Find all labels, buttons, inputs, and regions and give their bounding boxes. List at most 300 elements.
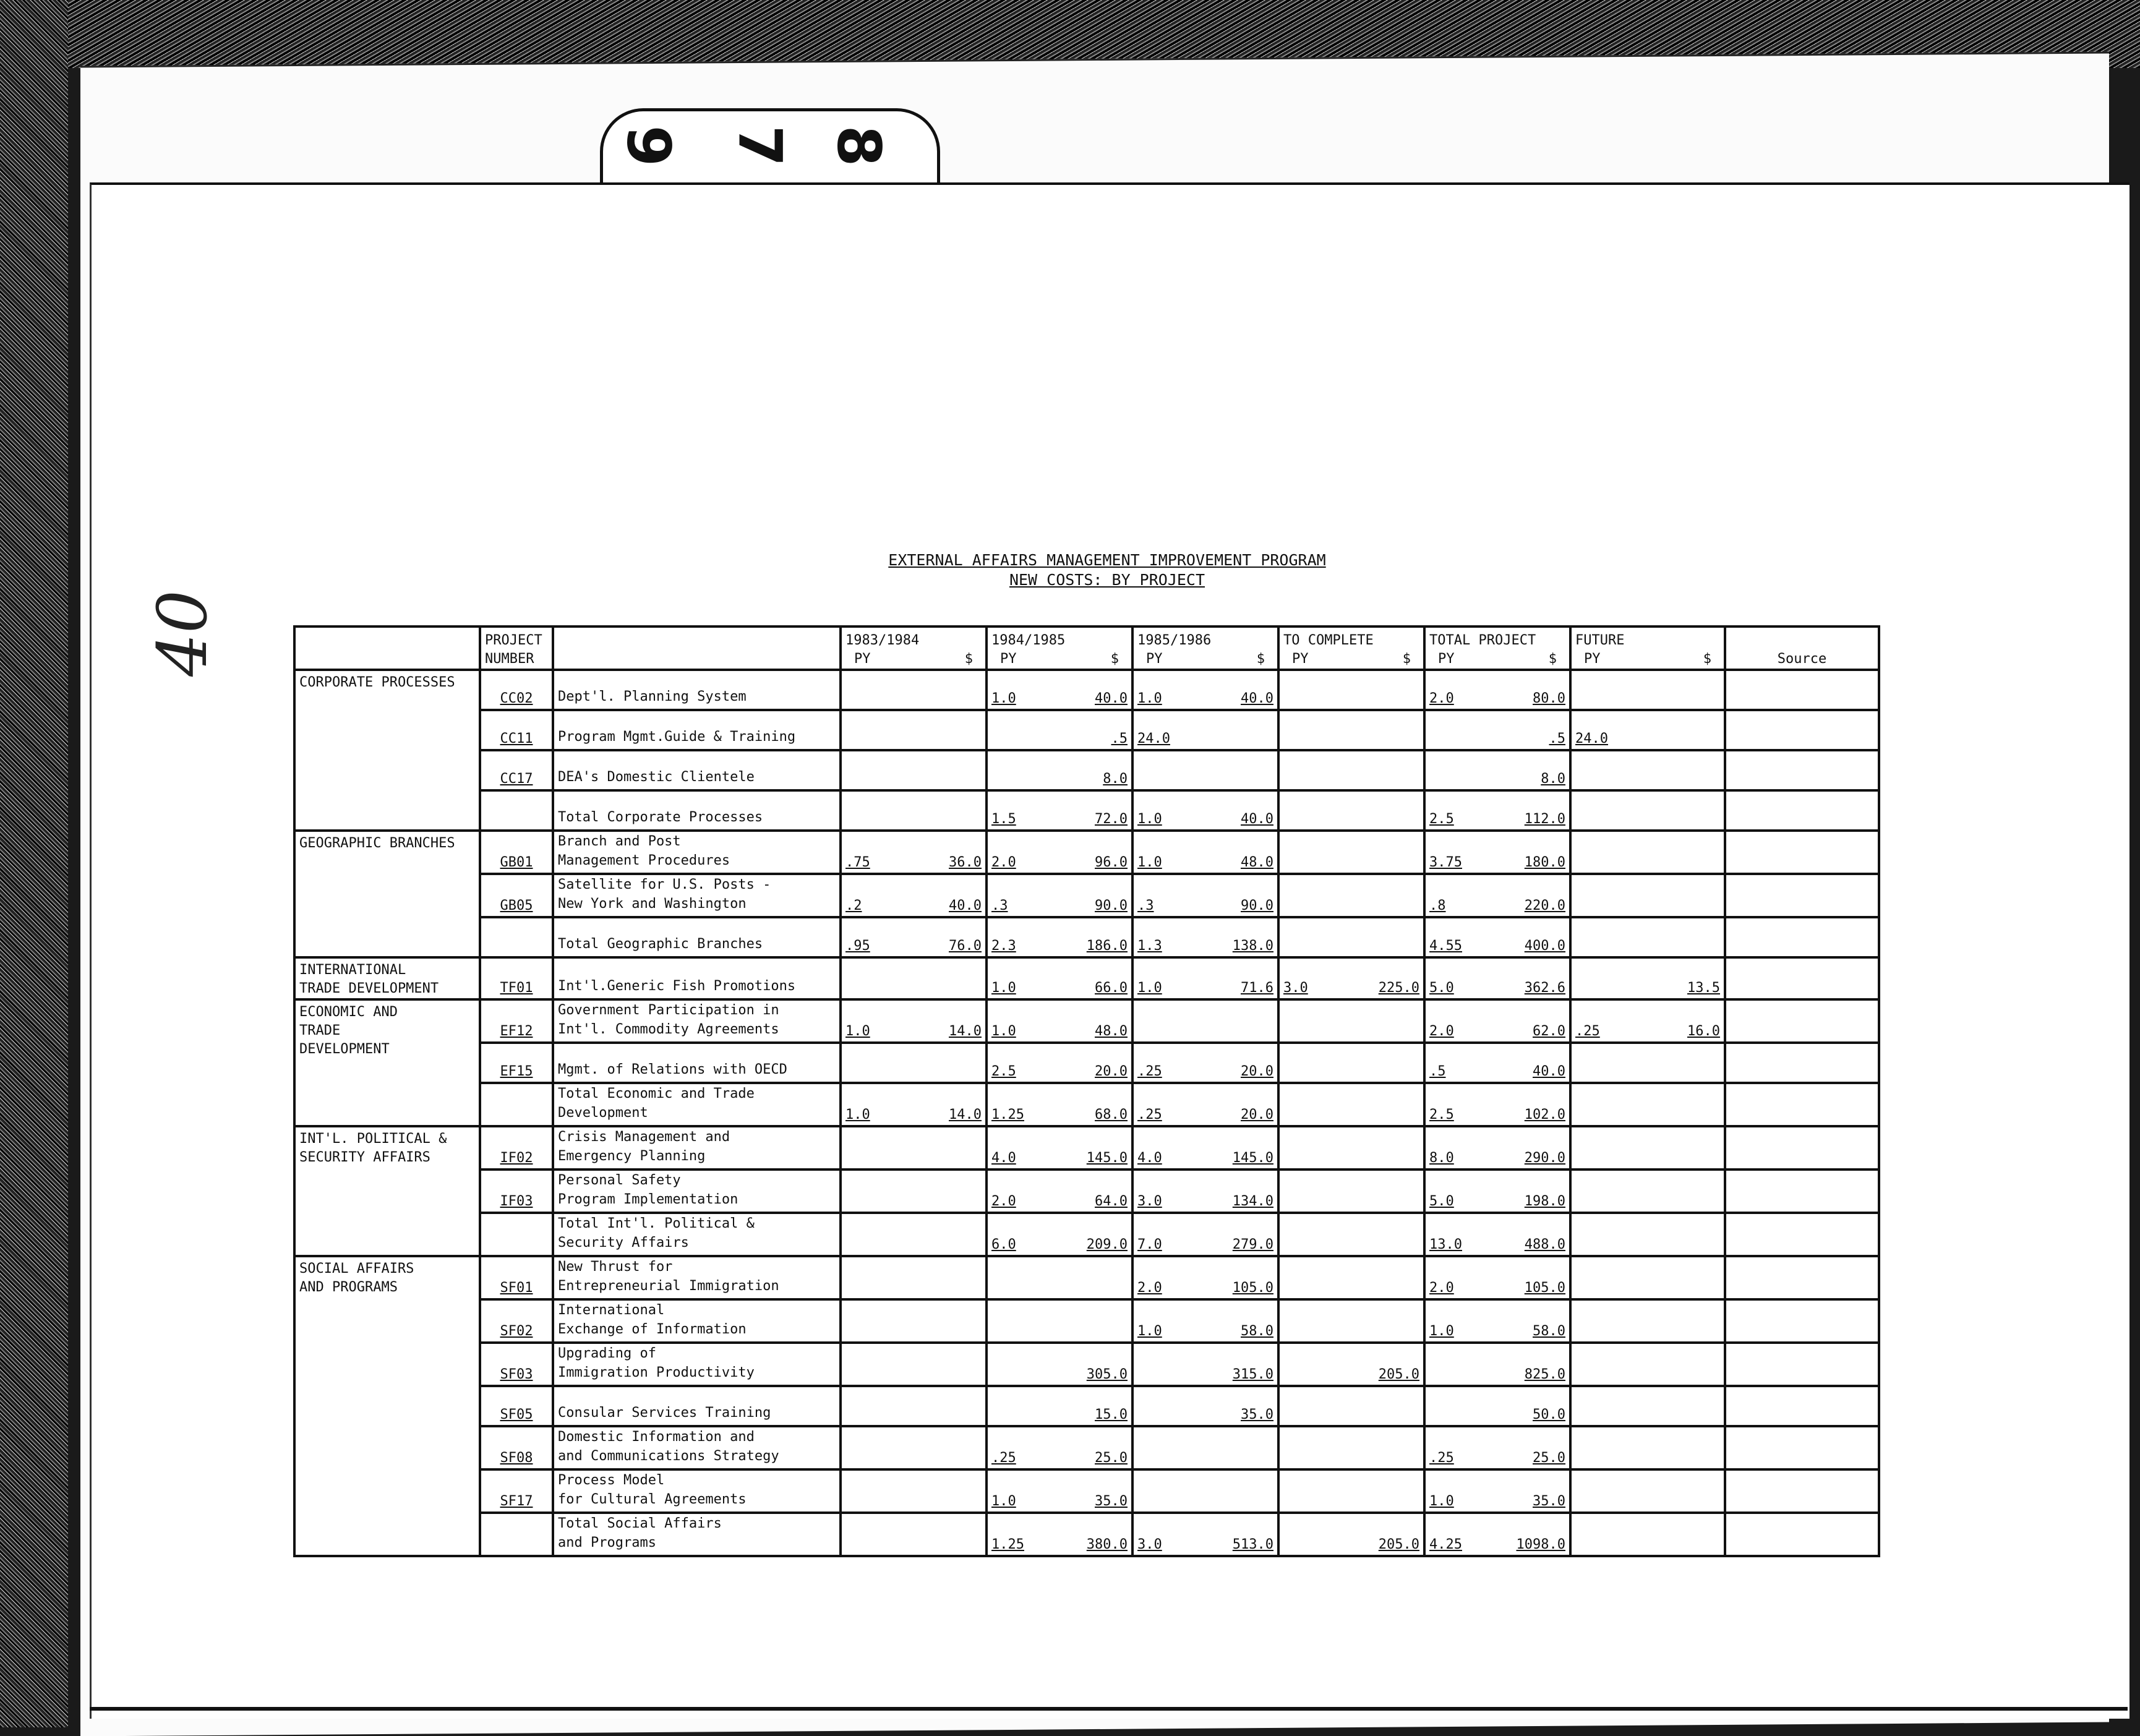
period-cell [1424,1083,1570,1126]
py-value: 2.0 [991,855,1016,870]
period-cell [1424,1256,1570,1299]
py-value: 3.75 [1429,855,1462,870]
period-cell [1132,874,1278,917]
period-cell [1424,999,1570,1043]
py-value: 6.0 [991,1237,1016,1252]
period-cell [841,1256,987,1299]
py-value: 1.0 [991,691,1016,706]
period-cell [1570,790,1725,831]
dollar-value: 145.0 [1086,1150,1128,1166]
dollar-value: 513.0 [1232,1537,1273,1552]
period-cell [841,710,987,750]
table-row [294,1043,1879,1083]
py-value: .25 [1429,1450,1454,1466]
table-row [294,1469,1879,1513]
period-cell [1278,831,1424,874]
period-cell [1278,1083,1424,1126]
project-number: SF05 [480,1386,553,1426]
category-label: ECONOMIC AND TRADE DEVELOPMENT [294,999,480,1126]
table-row [294,1513,1879,1556]
py-value: 1.25 [991,1107,1024,1122]
dollar-value: 25.0 [1533,1450,1565,1466]
period-cell [987,1126,1132,1169]
period-cell [1424,1169,1570,1213]
project-description: Satellite for U.S. Posts - New York and Washington [553,874,841,917]
py-value: 1.0 [1429,1323,1454,1339]
dollar-value: 14.0 [949,1024,982,1039]
period-cell [1424,874,1570,917]
project-description: Program Mgmt.Guide & Training [553,710,841,750]
source-cell [1725,1469,1879,1513]
py-value: 1.0 [991,1494,1016,1509]
period-cell [1132,1299,1278,1343]
py-value: 2.0 [1429,1024,1454,1039]
category-label: INTERNATIONAL TRADE DEVELOPMENT [294,957,480,999]
py-value: 1.25 [991,1537,1024,1552]
period-cell [841,1299,987,1343]
project-description: DEA's Domestic Clientele [553,750,841,790]
project-number: SF08 [480,1426,553,1469]
dollar-value: 8.0 [1541,771,1565,787]
table-row [294,790,1879,831]
period-cell [987,1213,1132,1256]
period-cell [841,917,987,957]
period-cell [841,831,987,874]
period-cell [1424,1343,1570,1386]
table-row [294,670,1879,710]
period-cell [841,1126,987,1169]
dollar-value: 25.0 [1095,1450,1128,1466]
py-value: 5.0 [1429,1194,1454,1209]
project-description: Process Model for Cultural Agreements [553,1469,841,1513]
project-number: CC17 [480,750,553,790]
project-description: New Thrust for Entrepreneurial Immigration [553,1256,841,1299]
header-row [294,626,1879,670]
title-line-2: NEW COSTS: BY PROJECT [1009,571,1205,589]
period-cell [1570,1469,1725,1513]
py-value: 3.0 [1137,1194,1162,1209]
period-cell [1570,957,1725,999]
tab-digit-1: 9 [614,125,683,167]
dollar-value: 225.0 [1378,980,1419,996]
period-cell [987,670,1132,710]
period-cell [841,1083,987,1126]
project-number: GB05 [480,874,553,917]
project-description: Upgrading of Immigration Productivity [553,1343,841,1386]
dollar-value: 50.0 [1533,1407,1565,1422]
py-value: .3 [991,898,1008,913]
dollar-value: 105.0 [1524,1280,1565,1296]
period-cell [1132,670,1278,710]
header-period-6: FUTURE PY $ [1570,626,1725,670]
dollar-value: 13.5 [1687,980,1720,996]
project-number: EF15 [480,1043,553,1083]
period-cell [1132,1469,1278,1513]
period-cell [987,831,1132,874]
dollar-value: 112.0 [1524,811,1565,827]
period-cell [1570,1513,1725,1556]
py-value: 1.0 [1137,691,1162,706]
py-value: 1.0 [845,1107,870,1122]
period-cell [1570,831,1725,874]
source-cell [1725,1513,1879,1556]
dollar-value: 40.0 [1241,811,1273,827]
dollar-value: .5 [1111,731,1128,746]
period-cell [1570,1426,1725,1469]
project-number: TF01 [480,957,553,999]
period-cell [1424,1299,1570,1343]
period-cell [1278,1213,1424,1256]
period-cell [987,750,1132,790]
py-value: .3 [1137,898,1154,913]
dollar-value: 90.0 [1095,898,1128,913]
period-cell [1132,1513,1278,1556]
dollar-value: 72.0 [1095,811,1128,827]
py-value: .5 [1429,1064,1446,1079]
handwritten-page-number: 40 [142,590,222,677]
dollar-value: 15.0 [1095,1407,1128,1422]
period-cell [1424,1386,1570,1426]
header-period-4: TO COMPLETE PY $ [1278,626,1424,670]
header-description [553,626,841,670]
period-cell [1278,710,1424,750]
project-description: Dept'l. Planning System [553,670,841,710]
period-cell [1278,1299,1424,1343]
project-number: CC02 [480,670,553,710]
py-value: .8 [1429,898,1446,913]
dollar-value: 105.0 [1232,1280,1273,1296]
table-row [294,1256,1879,1299]
project-number: SF01 [480,1256,553,1299]
dollar-value: 71.6 [1241,980,1273,996]
header-period-3: 1985/1986 PY $ [1132,626,1278,670]
py-value: 3.0 [1137,1537,1162,1552]
py-value: .95 [845,938,870,954]
py-value: 3.0 [1283,980,1308,996]
period-cell [1278,1126,1424,1169]
period-cell [987,874,1132,917]
period-cell [987,999,1132,1043]
py-value: 4.0 [991,1150,1016,1166]
project-number: EF12 [480,999,553,1043]
period-cell [841,1426,987,1469]
dollar-value: 20.0 [1241,1064,1273,1079]
dollar-value: 66.0 [1095,980,1128,996]
project-number [480,917,553,957]
project-number: SF02 [480,1299,553,1343]
period-cell [1570,1126,1725,1169]
period-cell [841,1513,987,1556]
project-number [480,1083,553,1126]
dollar-value: 48.0 [1241,855,1273,870]
period-cell [987,1343,1132,1386]
project-description: Total Geographic Branches [553,917,841,957]
period-cell [1424,1513,1570,1556]
tab-digit-3: 8 [824,125,894,167]
period-cell [1132,1169,1278,1213]
table-row [294,874,1879,917]
period-cell [1278,1043,1424,1083]
py-value: 5.0 [1429,980,1454,996]
period-cell [1278,1343,1424,1386]
document-title [816,550,1398,590]
py-value: 8.0 [1429,1150,1454,1166]
period-cell [841,750,987,790]
period-cell [841,1343,987,1386]
period-cell [1424,1469,1570,1513]
period-cell [1132,1043,1278,1083]
table-row [294,1126,1879,1169]
py-value: 1.3 [1137,938,1162,954]
py-value: 2.5 [1429,811,1454,827]
period-cell [841,1213,987,1256]
source-cell [1725,1299,1879,1343]
header-source: Source [1725,626,1879,670]
dollar-value: 400.0 [1524,938,1565,954]
category-label: CORPORATE PROCESSES [294,670,480,831]
source-cell [1725,790,1879,831]
source-cell [1725,670,1879,710]
dollar-value: 64.0 [1095,1194,1128,1209]
period-cell [1278,1426,1424,1469]
py-value: 13.0 [1429,1237,1462,1252]
category-label: SOCIAL AFFAIRS AND PROGRAMS [294,1256,480,1556]
dollar-value: 205.0 [1378,1367,1419,1382]
source-cell [1725,831,1879,874]
period-cell [987,1169,1132,1213]
period-cell [841,670,987,710]
period-cell [987,1083,1132,1126]
period-cell [1278,670,1424,710]
source-cell [1725,1343,1879,1386]
py-value: 1.0 [845,1024,870,1039]
dollar-value: 48.0 [1095,1024,1128,1039]
project-description: Total Int'l. Political & Security Affairs [553,1213,841,1256]
category-label: INT'L. POLITICAL & SECURITY AFFAIRS [294,1126,480,1256]
project-description: Domestic Information and and Communications Strategy [553,1426,841,1469]
project-description: International Exchange of Information [553,1299,841,1343]
table-row [294,1169,1879,1213]
dollar-value: 220.0 [1524,898,1565,913]
period-cell [1132,917,1278,957]
period-cell [1132,1256,1278,1299]
dollar-value: 40.0 [949,898,982,913]
table-row [294,917,1879,957]
py-value: .25 [1137,1064,1162,1079]
period-cell [987,710,1132,750]
source-cell [1725,1169,1879,1213]
py-value: 4.55 [1429,938,1462,954]
period-cell [1278,1169,1424,1213]
dollar-value: 145.0 [1232,1150,1273,1166]
project-description: Total Corporate Processes [553,790,841,831]
period-cell [1424,831,1570,874]
period-cell [1424,1043,1570,1083]
py-value: 2.0 [991,1194,1016,1209]
py-value: 1.0 [1137,855,1162,870]
period-cell [1132,790,1278,831]
py-value: 1.5 [991,811,1016,827]
dollar-value: 198.0 [1524,1194,1565,1209]
table-row [294,1426,1879,1469]
dollar-value: 35.0 [1533,1494,1565,1509]
period-cell [987,1513,1132,1556]
project-description: Personal Safety Program Implementation [553,1169,841,1213]
py-value: .25 [991,1450,1016,1466]
dollar-value: 380.0 [1086,1537,1128,1552]
period-cell [841,1386,987,1426]
period-cell [1278,790,1424,831]
header-period-1: 1983/1984 PY $ [841,626,987,670]
project-number: SF03 [480,1343,553,1386]
dollar-value: 62.0 [1533,1024,1565,1039]
period-cell [841,1043,987,1083]
table-row [294,1299,1879,1343]
dollar-value: 290.0 [1524,1150,1565,1166]
py-value: 7.0 [1137,1237,1162,1252]
period-cell [1570,750,1725,790]
dollar-value: 305.0 [1086,1367,1128,1382]
py-value: .2 [845,898,862,913]
period-cell [1278,999,1424,1043]
dollar-value: 825.0 [1524,1367,1565,1382]
dollar-value: 279.0 [1232,1237,1273,1252]
source-cell [1725,1213,1879,1256]
project-description: Crisis Management and Emergency Planning [553,1126,841,1169]
period-cell [1570,1083,1725,1126]
period-cell [1132,1126,1278,1169]
dollar-value: 58.0 [1533,1323,1565,1339]
cost-table [293,625,1880,1557]
dollar-value: 96.0 [1095,855,1128,870]
dollar-value: 488.0 [1524,1237,1565,1252]
period-cell [1132,1083,1278,1126]
dollar-value: 315.0 [1232,1367,1273,1382]
period-cell [1570,1386,1725,1426]
source-cell [1725,957,1879,999]
dollar-value: 20.0 [1095,1064,1128,1079]
period-cell [1278,1386,1424,1426]
py-value: .75 [845,855,870,870]
project-number [480,1213,553,1256]
period-cell [1278,917,1424,957]
period-cell [1424,790,1570,831]
dollar-value: 362.6 [1524,980,1565,996]
category-label: GEOGRAPHIC BRANCHES [294,831,480,957]
header-period-5: TOTAL PROJECT PY $ [1424,626,1570,670]
period-cell [1132,957,1278,999]
project-number: SF17 [480,1469,553,1513]
project-description: Government Participation in Int'l. Commodity Agreements [553,999,841,1043]
period-cell [1132,1343,1278,1386]
table-row [294,1213,1879,1256]
header-project-number: PROJECT NUMBER [480,626,553,670]
table-row [294,1386,1879,1426]
period-cell [841,999,987,1043]
source-cell [1725,1256,1879,1299]
header-category [294,626,480,670]
project-description: Total Economic and Trade Development [553,1083,841,1126]
py-value: 2.5 [1429,1107,1454,1122]
period-cell [1132,999,1278,1043]
source-cell [1725,1083,1879,1126]
dollar-value: .5 [1549,731,1565,746]
page-bottom-edge [90,1707,2128,1711]
dollar-value: 186.0 [1086,938,1128,954]
period-cell [1132,1426,1278,1469]
table-row [294,1083,1879,1126]
py-value: 2.0 [1429,1280,1454,1296]
source-cell [1725,874,1879,917]
py-value: .25 [1575,1024,1600,1039]
dollar-value: 16.0 [1687,1024,1720,1039]
period-cell [987,1299,1132,1343]
dollar-value: 90.0 [1241,898,1273,913]
table-row [294,1343,1879,1386]
period-cell [841,790,987,831]
period-cell [1424,957,1570,999]
source-cell [1725,750,1879,790]
period-cell [1132,750,1278,790]
dollar-value: 36.0 [949,855,982,870]
dollar-value: 180.0 [1524,855,1565,870]
py-value: 2.3 [991,938,1016,954]
period-cell [1424,670,1570,710]
period-cell [1570,1213,1725,1256]
dollar-value: 134.0 [1232,1194,1273,1209]
period-cell [841,1169,987,1213]
dollar-value: 35.0 [1095,1494,1128,1509]
period-cell [987,1386,1132,1426]
period-cell [1570,670,1725,710]
period-cell [1132,1386,1278,1426]
period-cell [1570,710,1725,750]
py-value: 24.0 [1137,731,1170,746]
dollar-value: 102.0 [1524,1107,1565,1122]
py-value: 4.25 [1429,1537,1462,1552]
py-value: 1.0 [1137,1323,1162,1339]
dollar-value: 138.0 [1232,938,1273,954]
py-value: 4.0 [1137,1150,1162,1166]
dollar-value: 14.0 [949,1107,982,1122]
py-value: 1.0 [991,1024,1016,1039]
table-row [294,710,1879,750]
dollar-value: 35.0 [1241,1407,1273,1422]
project-description: Total Social Affairs and Programs [553,1513,841,1556]
period-cell [841,957,987,999]
py-value: 1.0 [1429,1494,1454,1509]
project-number: CC11 [480,710,553,750]
table-row [294,750,1879,790]
period-cell [1570,1043,1725,1083]
py-value: 2.5 [991,1064,1016,1079]
period-cell [1424,917,1570,957]
period-cell [1424,1426,1570,1469]
period-cell [987,1256,1132,1299]
period-cell [987,917,1132,957]
project-description: Mgmt. of Relations with OECD [553,1043,841,1083]
period-cell [1278,957,1424,999]
period-cell [987,1426,1132,1469]
py-value: 1.0 [1137,811,1162,827]
py-value: 1.0 [1137,980,1162,996]
scan-noise-left [0,0,68,1727]
source-cell [1725,999,1879,1043]
dollar-value: 40.0 [1533,1064,1565,1079]
period-cell [987,790,1132,831]
dollar-value: 40.0 [1095,691,1128,706]
project-description: Int'l.Generic Fish Promotions [553,957,841,999]
